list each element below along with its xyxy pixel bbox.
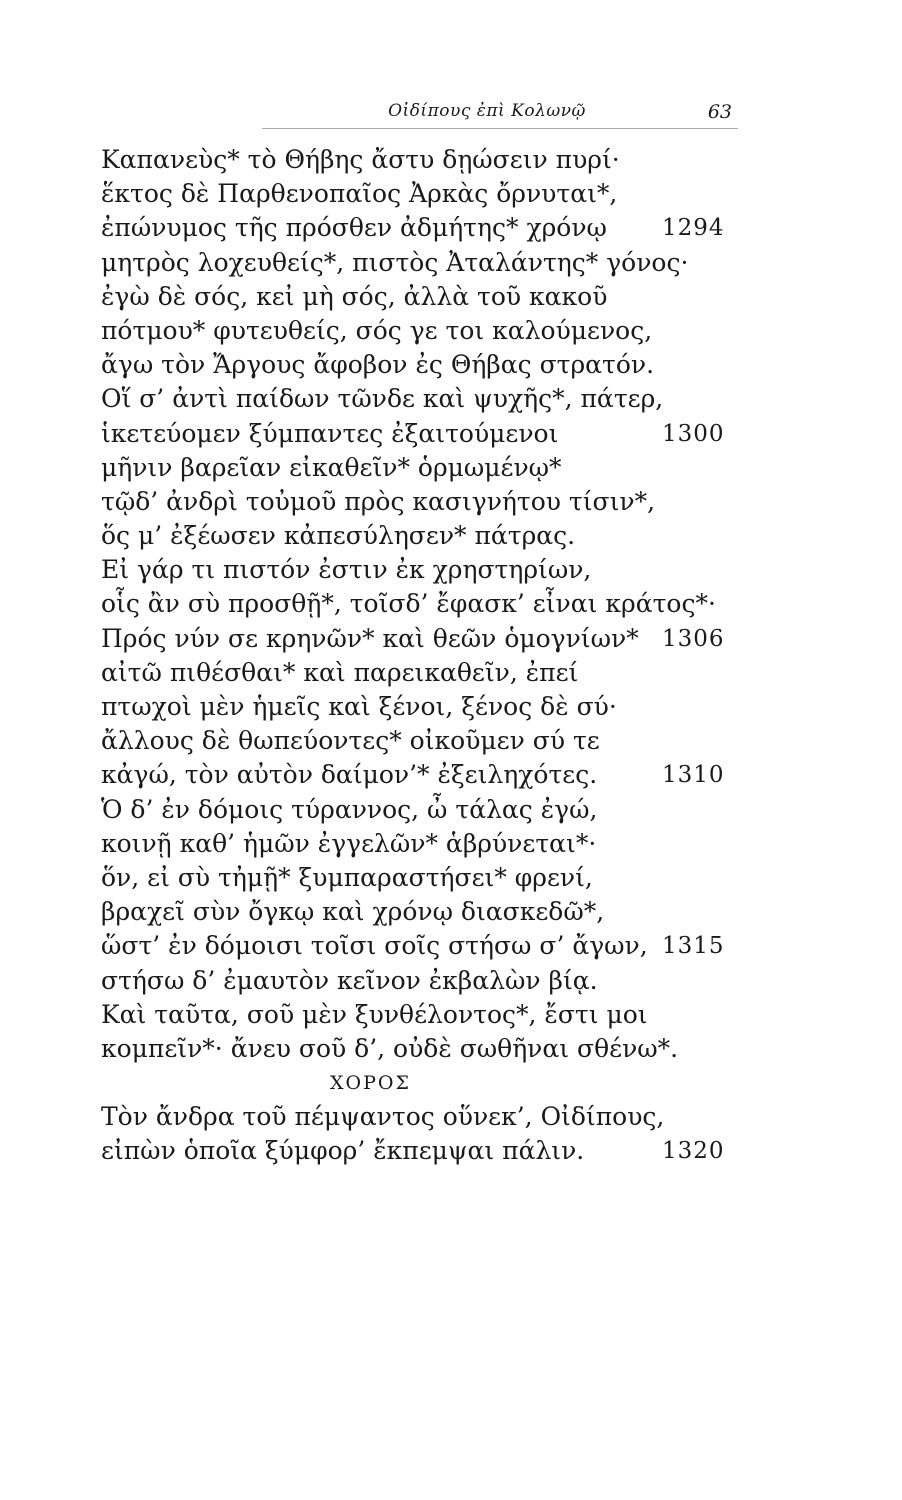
line-number: 1294 [662,215,725,242]
verse-line [0,246,902,280]
verse-line [0,827,902,861]
verse-text: οἷς ἂν σὺ προσθῇ*, τοῖσδ’ ἔφασκ’ εἶναι κράτος*· [101,589,716,619]
verse-line [0,211,902,245]
verse-text: Τὸν ἄνδρα τοῦ πέμψαντος οὕνεκ’, Οἰδίπους, [101,1102,665,1132]
verse-line [0,143,902,177]
verse-line [0,929,902,963]
verse-line [0,348,902,382]
verse-text: Οἵ σ’ ἀντὶ παίδων τῶνδε καὶ ψυχῆς*, πάτερ, [101,384,664,414]
verse-text: ὥστ’ ἐν δόμοισι τοῖσι σοῖς στήσω σ’ ἄγων, [101,931,648,961]
verse-line [0,382,902,416]
verse-line [0,998,902,1032]
running-head [0,101,902,131]
verse-text: ἕκτος δὲ Παρθενοπαῖος Ἀρκὰς ὄρνυται*, [101,179,618,209]
verse-line [0,280,902,314]
line-number: 1315 [662,933,725,960]
verse-text: Καὶ ταῦτα, σοῦ μὲν ξυνθέλοντος*, ἔστι μοι [101,999,648,1029]
verse-text: ὅς μ’ ἐξέωσεν κἀπεσύλησεν* πάτρας. [101,521,576,551]
verse-line [0,964,902,998]
page-number: 63 [707,101,732,123]
verse-text: πότμου* φυτευθείς, σός γε τοι καλούμενος, [101,315,653,345]
verse-line [0,895,902,929]
verse-line [0,417,902,451]
verse-line [0,724,902,758]
verse-text: αἰτῶ πιθέσθαι* καὶ παρεικαθεῖν, ἐπεί [101,657,579,687]
verse-text: μῆνιν βαρεῖαν εἰκαθεῖν* ὁρμωμένῳ* [101,452,562,482]
verse-line [0,758,902,792]
verse-text: τῷδ’ ἀνδρὶ τοὐμοῦ πρὸς κασιγνήτου τίσιν*, [101,486,656,516]
verse-text: πτωχοὶ μὲν ἡμεῖς καὶ ξένοι, ξένος δὲ σύ· [101,692,617,721]
verse-line [0,861,902,895]
verse-line [0,177,902,211]
verse-line [0,1032,902,1066]
line-number: 1320 [662,1138,725,1165]
verse-line [0,1100,902,1134]
verse-text: ἱκετεύομεν ξύμπαντες ἐξαιτούμενοι [101,418,559,448]
verse-text: ἄλλους δὲ θωπεύοντες* οἰκοῦμεν σύ τε [101,726,600,756]
line-number: 1306 [662,625,725,652]
verse-line [0,519,902,553]
verse-line [0,587,902,621]
verse-text: κἀγώ, τὸν αὐτὸν δαίμον’* ἐξειληχότες. [101,760,598,790]
verse-text: Ὁ δ’ ἐν δόμοις τύραννος, ὦ τάλας ἐγώ, [101,794,598,824]
verse-text: Εἰ γάρ τι πιστόν ἐστιν ἐκ χρηστηρίων, [101,555,592,585]
verse-line [0,690,902,724]
verse-line [0,553,902,587]
verse-text: ὅν, εἰ σὺ τἠμῇ* ξυμπαραστήσει* φρενί, [101,862,593,892]
speaker-name: ΧΟΡΟΣ [330,1072,411,1095]
line-number: 1310 [662,762,725,789]
verse-text: μητρὸς λοχευθείς*, πιστὸς Ἀταλάντης* γόνος· [101,247,689,277]
verse-text: ἐπώνυμος τῆς πρόσθεν ἀδμήτης* χρόνῳ [101,213,607,243]
verse-text: κοινῇ καθ’ ἡμῶν ἐγγελῶν* ἁβρύνεται*· [101,828,597,858]
header-rule [262,128,738,129]
verse-line [0,1134,902,1168]
verse-text: Καπανεὺς* τὸ Θήβης ἄστυ δῃώσειν πυρί· [101,145,620,174]
verse-text: ἄγω τὸν Ἄργους ἄφοβον ἐς Θήβας στρατόν. [101,350,655,380]
verse-text: ἐγὼ δὲ σός, κεἰ μὴ σός, ἀλλὰ τοῦ κακοῦ [101,281,608,311]
verse-line [0,622,902,656]
verse-text: βραχεῖ σὺν ὄγκῳ καὶ χρόνῳ διασκεδῶ*, [101,897,605,927]
verse-text: στήσω δ’ ἐμαυτὸν κεῖνον ἐκβαλὼν βίᾳ. [101,965,598,995]
verse-line [0,451,902,485]
verse-line [0,485,902,519]
verse-line [0,314,902,348]
line-number: 1300 [662,420,725,447]
verse-block [0,143,902,1169]
verse-text: εἰπὼν ὁποῖα ξύμφορ’ ἔκπεμψαι πάλιν. [101,1136,585,1166]
verse-line [0,793,902,827]
running-title: Οἰδίπους ἐπὶ Κολωνῷ [388,101,586,121]
verse-text: κομπεῖν*· ἄνευ σοῦ δ’, οὐδὲ σωθῆναι σθένω*. [101,1033,679,1063]
verse-text: Πρός νύν σε κρηνῶν* καὶ θεῶν ὁμογνίων* [101,623,639,653]
verse-line [0,656,902,690]
